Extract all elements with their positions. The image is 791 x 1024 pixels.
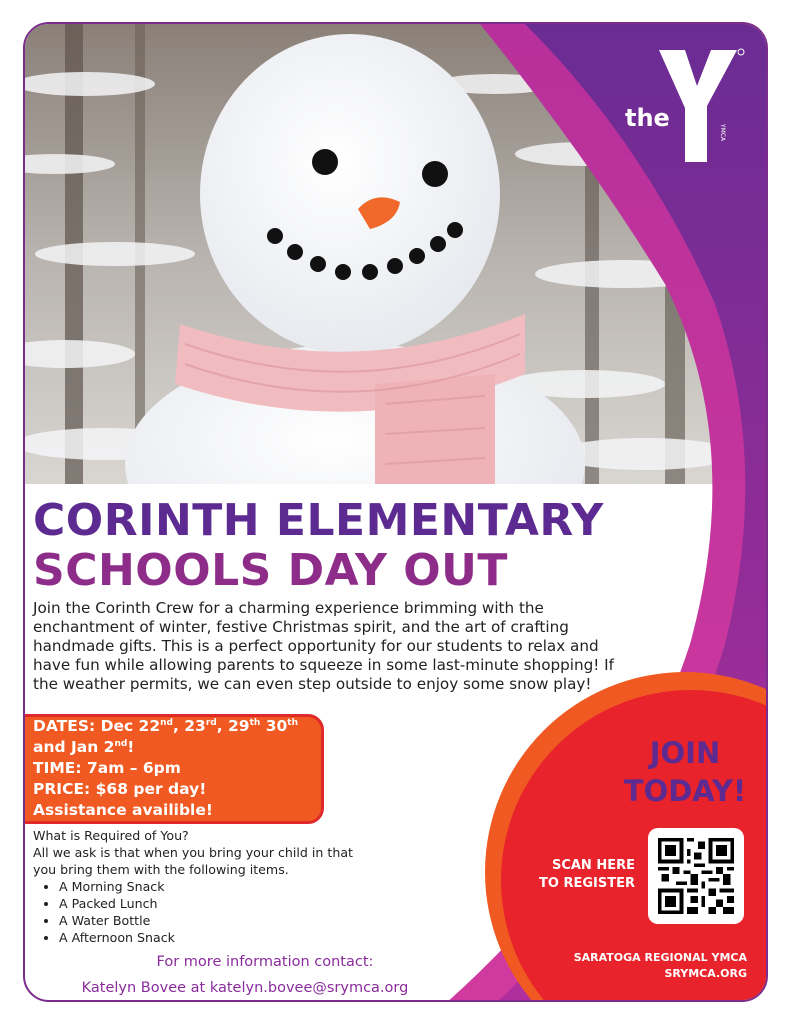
qr-code[interactable] [648, 828, 744, 924]
requirements-text: All we ask is that when you bring your child in that you bring them with the following items. [33, 845, 353, 877]
flyer-frame [23, 22, 768, 1002]
requirements-heading: What is Required of You? [33, 828, 189, 843]
org-website[interactable]: SRYMCA.ORG [664, 967, 747, 980]
org-name: SARATOGA REGIONAL YMCA [573, 951, 747, 964]
logo-ymca-small: YMCA [719, 124, 726, 142]
qr-code-icon [658, 838, 734, 914]
list-item: • A Morning Snack [59, 878, 378, 895]
title-line-1: CORINTH ELEMENTARY [33, 495, 604, 546]
title-line-2: SCHOOLS DAY OUT [33, 545, 508, 596]
list-item: • A Packed Lunch [59, 895, 378, 912]
time-line: TIME: 7am – 6pm [33, 759, 181, 777]
requirements-list [33, 878, 378, 946]
jan-line: and Jan 2nd! [33, 738, 135, 756]
list-item: • A Afternoon Snack [59, 929, 378, 946]
list-item: • A Water Bottle [59, 912, 378, 929]
join-text: JOIN [649, 736, 721, 770]
requirements-section [33, 827, 378, 946]
contact-line-1: For more information contact: [156, 954, 374, 970]
join-today-heading [605, 734, 765, 810]
event-info [33, 716, 298, 821]
price-line: PRICE: $68 per day! [33, 780, 207, 798]
to-register-text: TO REGISTER [539, 876, 635, 891]
ymca-footer [545, 950, 747, 982]
ymca-logo [625, 46, 747, 168]
today-text: TODAY! [623, 774, 747, 808]
page-title [33, 496, 604, 596]
contact-line-2: Katelyn Bovee at katelyn.bovee@srymca.org [81, 980, 409, 996]
intro-paragraph: Join the Corinth Crew for a charming experience brimming with the enchantment of winter, festive Christmas spirit, and the art of crafting handmade gifts. This is a perfect opportunity for our students to relax and have fun while allowing parents to squeeze in some last-minute shopping! If the weather permits, we can even step outside to enjoy some snow play! [33, 599, 615, 693]
scan-to-register [525, 857, 635, 893]
scan-here-text: SCAN HERE [551, 858, 635, 873]
assistance-line: Assistance availible! [33, 801, 213, 819]
logo-the-text: the [625, 104, 670, 132]
dates-line: DATES: Dec 22nd, 23rd, 29th 30th [33, 717, 298, 735]
